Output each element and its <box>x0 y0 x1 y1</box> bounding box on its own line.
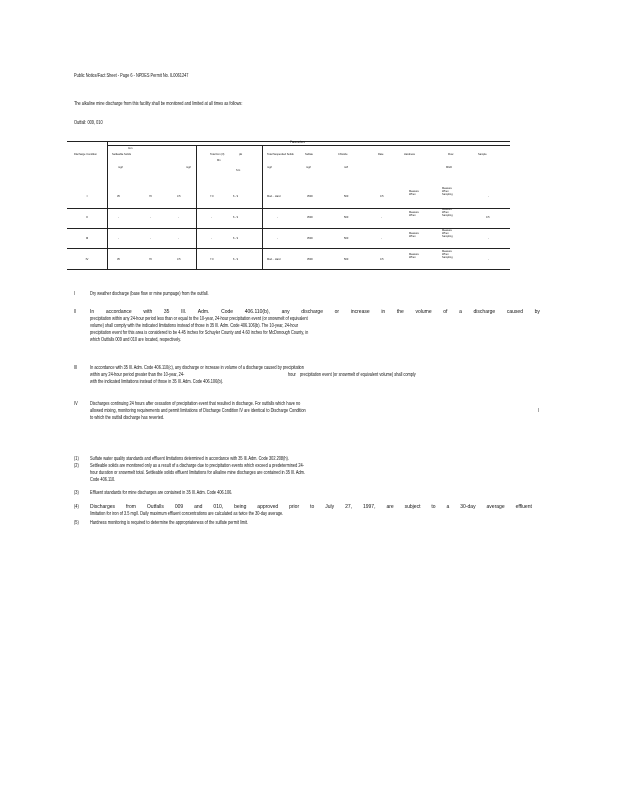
cell: Measure When <box>409 210 419 217</box>
word: July <box>325 504 335 510</box>
condition-text: In accordance with 35 Ill. Adm. Code 406.110(c), any discharge or increase in volume of a discharge caused by precipitation <box>90 365 304 371</box>
word: the <box>396 309 404 315</box>
condition-text: within any 24-hour period greater than the 10-year, 24- <box>90 372 185 378</box>
condition-number: III <box>74 365 78 371</box>
cell: 500 <box>344 257 349 261</box>
condition-text: hour <box>288 372 296 378</box>
footnote-number: (3) <box>74 490 79 496</box>
condition-text: precipitation within any 24-hour period less than or equal to the 10-year, 24-hour precipitation event (or snowmelt of equivalent <box>90 316 308 322</box>
col-header: mg/l <box>118 165 123 169</box>
condition-number: IV <box>74 401 78 407</box>
col-header: Flow <box>448 152 454 156</box>
col-header: Iron <box>128 146 133 150</box>
cell: 3500 <box>307 194 313 198</box>
word: by <box>534 309 540 315</box>
footnote-number: (2) <box>74 463 79 469</box>
cell: 0.5 <box>380 194 384 198</box>
condition-text: with the indicated limitations instead of those in 35 Ill. Adm. Code 406.106(b). <box>90 379 224 385</box>
col-header: ml/l <box>344 165 348 169</box>
table-column-rule <box>262 145 263 269</box>
word: average <box>486 504 505 510</box>
cell: - <box>118 236 119 240</box>
cell: Measure When <box>409 252 419 259</box>
outfall-label: Outfall: 009, 010 <box>74 120 103 126</box>
word: Discharges <box>90 504 116 510</box>
footnote-text: Effluent standards for mine discharges are contained in 35 Ill. Adm. Code 406.106. <box>90 490 233 496</box>
word: 30-day <box>460 504 476 510</box>
intro-text: The alkaline mine discharge from this facility shall be monitored and limited at all times as follows: <box>74 101 243 107</box>
cell: Measure When Sampling <box>442 228 453 238</box>
footnote-text: Settleable solids are monitored only as a result of a discharge due to precipitation events which exceed a predetermined 24- <box>90 463 304 469</box>
word: a <box>459 309 462 315</box>
condition-text: allowed mixing, monitoring requirements and permit limitations of Discharge Condition IV are identical to Discharge Condition <box>90 408 306 414</box>
cell: - <box>381 215 382 219</box>
cell: - <box>488 236 489 240</box>
cell: 7.0 <box>210 257 214 261</box>
cell: Mod. - Hard <box>267 257 281 261</box>
condition-justified-line <box>90 310 540 315</box>
word: Ill. <box>181 309 187 315</box>
col-header: S.U. <box>236 168 241 172</box>
word: caused <box>506 309 523 315</box>
word: accordance <box>105 309 132 315</box>
cell: 35 <box>117 257 120 261</box>
cell: - <box>178 236 179 240</box>
cell: 500 <box>344 236 349 240</box>
col-header: Settleable Solids <box>112 152 132 156</box>
word: are <box>386 504 394 510</box>
word: from <box>125 504 136 510</box>
col-header: mg/l <box>267 165 272 169</box>
col-header: Mn <box>217 158 221 162</box>
word: approved <box>257 504 279 510</box>
footnote-text: hour duration or snowmelt total. Settleable solids effluent limitations for alkaline mine discharges are contained in 35 Ill. Adm. <box>90 470 305 476</box>
col-header: Discharge Condition <box>74 152 97 156</box>
cell: 70 <box>149 194 152 198</box>
col-header: Sample <box>478 152 487 156</box>
word: increase <box>350 309 370 315</box>
col-header: pH <box>239 152 243 156</box>
cell: 70 <box>149 257 152 261</box>
footnote-text: Hardness monitoring is required to determine the appropriateness of the sulfate permit limit. <box>90 520 249 526</box>
cell: 3500 <box>307 257 313 261</box>
cell: - <box>150 215 151 219</box>
col-header: Hardness <box>404 152 415 156</box>
cell: - <box>211 236 212 240</box>
col-header: Total Iron (II) <box>210 152 225 156</box>
word: discharge <box>473 309 496 315</box>
row-condition: I <box>86 194 88 198</box>
col-header: Chloride <box>338 152 348 156</box>
word: 406.110(b), <box>244 309 270 315</box>
cell: - <box>277 215 278 219</box>
footnote-justified-line <box>90 505 532 510</box>
word: 009 <box>174 504 184 510</box>
footnote-number: (5) <box>74 520 79 526</box>
word: Code <box>221 309 234 315</box>
word: to <box>310 504 315 510</box>
word: Outfalls <box>146 504 164 510</box>
cell: 3.5 <box>177 194 181 198</box>
condition-text: to which the outfall discharge has reverted. <box>90 415 165 421</box>
cell: - <box>150 236 151 240</box>
table-column-rule <box>107 141 108 269</box>
word: any <box>281 309 290 315</box>
word: to <box>431 504 436 510</box>
word: In <box>90 309 95 315</box>
cell: Mod. - Hard <box>267 194 281 198</box>
word: effluent <box>515 504 532 510</box>
row-condition: IV <box>85 257 89 261</box>
table-bottom-rule <box>67 269 510 270</box>
cell: 500 <box>344 194 349 198</box>
word: or <box>334 309 340 315</box>
footnote-text: limitation for iron of 3.5 mg/l. Daily maximum effluent concentrations are calculated as twice the 30-day average. <box>90 511 284 517</box>
word: 1997, <box>362 504 376 510</box>
parameters-heading: Parameters <box>290 140 305 144</box>
cell: 35 <box>117 194 120 198</box>
cell-ph: 6 - 9 <box>233 194 239 198</box>
condition-text: volume) shall comply with the indicated limitations instead of those in 35 Ill. Adm. Code 406.106(b). The 10-year, 24-hour <box>90 323 299 329</box>
cell: - <box>211 215 212 219</box>
condition-text: precipitation event for this area is considered to be 4.45 inches for Schuyler County and 4.60 inches for McDonough County, in <box>90 330 309 336</box>
page-title: Public Notice/Fact Sheet - Page 6 - NPDES Permit No. IL0061247 <box>74 73 189 79</box>
word: discharge <box>301 309 323 315</box>
cell: Measure When <box>409 231 419 238</box>
row-condition: III <box>85 236 89 240</box>
col-header: mg/l <box>186 165 191 169</box>
col-header: Rate <box>378 152 384 156</box>
condition-text: Discharges continuing 24 hours after cessation of precipitation event that resulted in discharge. For outfalls which have no <box>90 401 301 407</box>
table-top-rule <box>67 141 510 142</box>
footnote-number: (1) <box>74 456 79 462</box>
word: 27, <box>345 504 353 510</box>
cell: Measure When Sampling <box>442 207 453 217</box>
condition-text: which Outfalls 009 and 010 are located, respectively. <box>90 337 181 343</box>
word: of <box>443 309 448 315</box>
col-header: mg/l <box>306 165 311 169</box>
word: in <box>381 309 386 315</box>
cell: - <box>118 215 119 219</box>
col-header: MGD <box>446 165 452 169</box>
condition-text: I <box>538 408 540 414</box>
word: with <box>143 309 153 315</box>
cell: - <box>488 194 489 198</box>
word: prior <box>289 504 300 510</box>
cell-ph: 6 - 9 <box>233 236 239 240</box>
cell: - <box>178 215 179 219</box>
cell: 3500 <box>307 215 313 219</box>
condition-text: Dry weather discharge (base flow or mine pumpage) from the outfall. <box>90 291 209 297</box>
cell: 3500 <box>307 236 313 240</box>
word: 010, <box>213 504 224 510</box>
condition-number: II <box>74 309 77 315</box>
cell-ph: 6 - 9 <box>233 215 239 219</box>
word: and <box>194 504 203 510</box>
word: 35 <box>163 309 170 315</box>
col-header: Sulfate <box>305 152 313 156</box>
table-header-rule <box>107 145 510 146</box>
word: being <box>234 504 247 510</box>
cell: 500 <box>344 215 349 219</box>
cell: Measure When <box>409 189 419 196</box>
cell: - <box>488 257 489 261</box>
word: subject <box>404 504 421 510</box>
footnote-number: (4) <box>74 504 79 510</box>
cell: 0.5 <box>486 215 490 219</box>
cell: Measure When Sampling <box>442 249 453 259</box>
cell: - <box>381 236 382 240</box>
cell: Measure When Sampling <box>442 186 453 196</box>
col-header: Total Suspended Solids <box>267 152 294 156</box>
word: a <box>446 504 450 510</box>
cell: 0.5 <box>380 257 384 261</box>
footnote-text: Sulfate water quality standards and effluent limitations determined in accordance with 35 Ill. Adm. Code 302.208(h). <box>90 456 289 462</box>
row-condition: II <box>86 215 88 219</box>
word: Adm. <box>197 309 210 315</box>
cell: 7.0 <box>210 194 214 198</box>
footnote-text: Code 406.110. <box>90 477 116 483</box>
word: volume <box>415 309 432 315</box>
condition-number: I <box>74 291 76 297</box>
cell: - <box>277 236 278 240</box>
condition-text: precipitation event (or snowmelt of equivalent volume) shall comply <box>300 372 416 378</box>
cell: 3.5 <box>177 257 181 261</box>
cell-ph: 6 - 9 <box>233 257 239 261</box>
table-column-rule <box>196 145 197 269</box>
